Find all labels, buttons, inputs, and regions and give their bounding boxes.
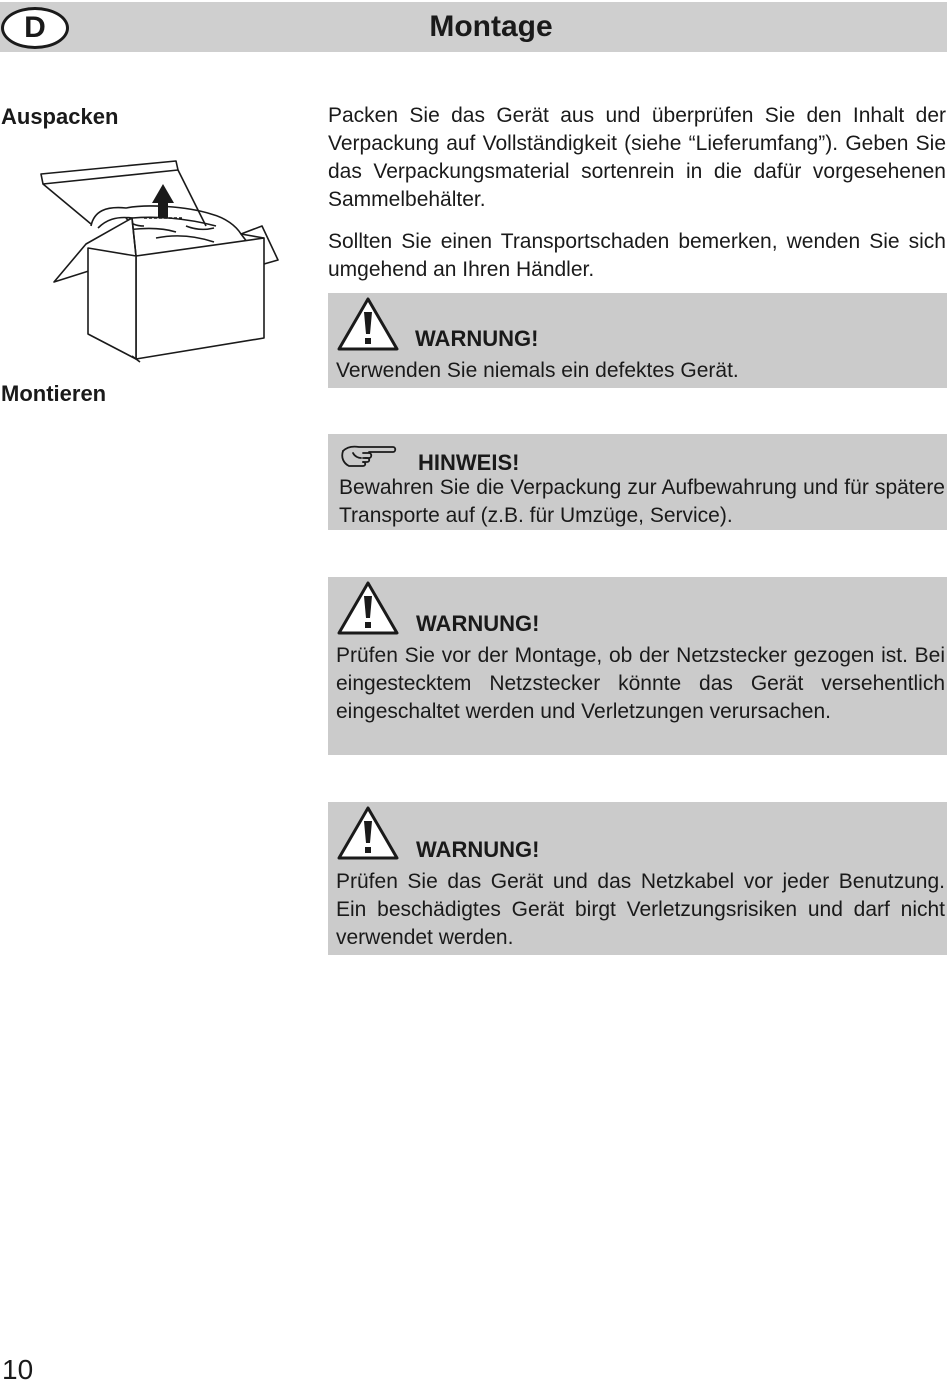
warning-triangle-icon — [336, 296, 400, 352]
notice-title: WARNUNG! — [415, 326, 539, 351]
warning-box — [328, 293, 947, 388]
language-badge: D — [1, 7, 69, 49]
section-label-unpack: Auspacken — [1, 104, 119, 129]
intro-paragraph: Packen Sie das Gerät aus und überprüfen Sie den Inhalt der Verpackung auf Vollständigkeit (siehe “Lieferumfang”). Geben Sie das Verpackungsmaterial sortenrein in die dafür vorgesehenen Sammelbehälter. — [328, 104, 946, 211]
notice-text: Verwenden Sie niemals ein defektes Gerät. — [336, 359, 739, 382]
hint-box — [328, 434, 947, 530]
notice-title: WARNUNG! — [416, 611, 540, 636]
warning-triangle-icon — [336, 805, 400, 861]
section-label-mount: Montieren — [1, 381, 107, 406]
notice-text: Prüfen Sie das Gerät und das Netzkabel vor jeder Benutzung. Ein beschädigtes Gerät birgt Verletzungsrisiken und darf nicht verwendet werden. — [336, 870, 945, 949]
page-header — [0, 2, 947, 52]
page-number: 10 — [2, 1354, 34, 1385]
unpacking-box-illustration — [36, 156, 282, 364]
warning-box — [328, 802, 947, 955]
warning-box — [328, 577, 947, 755]
notice-text: Bewahren Sie die Verpackung zur Aufbewahrung und für spätere Transporte auf (z.B. für Umzüge, Service). — [339, 476, 945, 527]
notice-title: WARNUNG! — [416, 837, 540, 862]
intro-paragraph: Sollten Sie einen Transportschaden bemerken, wenden Sie sich umgehend an Ihren Händler. — [328, 230, 946, 281]
page-title: Montage — [429, 10, 553, 43]
notice-title: HINWEIS! — [418, 450, 520, 475]
warning-triangle-icon — [336, 580, 400, 636]
notice-text: Prüfen Sie vor der Montage, ob der Netzstecker gezogen ist. Bei eingestecktem Netzstecker könnte das Gerät versehentlich eingeschaltet werden und Verletzungen verursachen. — [336, 644, 945, 723]
intro-text — [328, 102, 946, 284]
pointing-hand-icon — [339, 441, 397, 469]
